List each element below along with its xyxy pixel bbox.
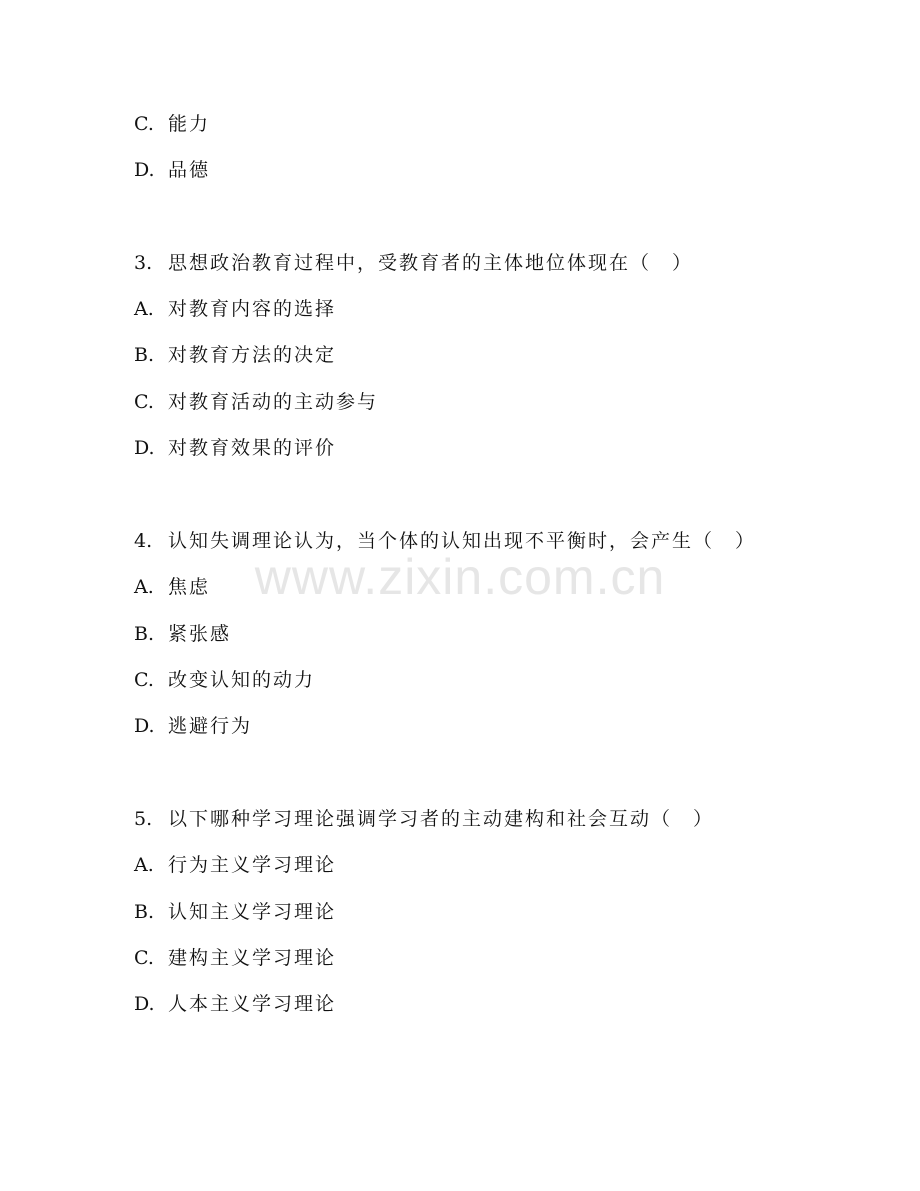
option-marker: D. — [134, 993, 155, 1015]
option-text: 紧张感 — [168, 623, 232, 645]
option-marker: B. — [134, 344, 155, 366]
option-text: 认知主义学习理论 — [168, 901, 337, 923]
option-marker: D. — [134, 437, 155, 459]
option-marker: A. — [134, 854, 154, 876]
option-text: 改变认知的动力 — [168, 669, 316, 691]
question-number: 5. — [134, 808, 153, 830]
question-text: 认知失调理论认为，当个体的认知出现不平衡时，会产生（ ） — [168, 530, 757, 552]
watermark: www.zixin.com.cn — [254, 549, 666, 605]
option-d-prev[interactable] — [134, 158, 210, 182]
option-text: 能力 — [168, 113, 211, 135]
question-3-option-d[interactable] — [134, 436, 336, 460]
question-number: 4. — [134, 530, 153, 552]
question-5-option-c[interactable] — [134, 946, 336, 970]
option-text: 建构主义学习理论 — [168, 947, 337, 969]
question-5-option-a[interactable] — [134, 853, 336, 877]
question-4-stem — [134, 529, 756, 553]
option-marker: C. — [134, 669, 154, 691]
option-text: 逃避行为 — [168, 715, 253, 737]
option-text: 行为主义学习理论 — [168, 854, 337, 876]
option-text: 人本主义学习理论 — [168, 993, 337, 1015]
option-text: 对教育方法的决定 — [168, 344, 337, 366]
option-text: 对教育活动的主动参与 — [168, 391, 379, 413]
option-marker: C. — [134, 947, 154, 969]
question-5-option-b[interactable] — [134, 900, 336, 924]
option-marker: C. — [134, 113, 154, 135]
option-text: 对教育效果的评价 — [168, 437, 337, 459]
question-3-option-c[interactable] — [134, 390, 378, 414]
question-4-option-a[interactable] — [134, 575, 210, 599]
question-number: 3. — [134, 252, 153, 274]
option-c-prev[interactable] — [134, 112, 210, 136]
question-4-option-d[interactable] — [134, 714, 252, 738]
option-marker: C. — [134, 391, 154, 413]
question-text: 思想政治教育过程中，受教育者的主体地位体现在（ ） — [168, 252, 694, 274]
option-marker: D. — [134, 159, 155, 181]
option-text: 品德 — [168, 159, 211, 181]
option-marker: A. — [134, 576, 154, 598]
question-3-option-a[interactable] — [134, 297, 336, 321]
option-marker: A. — [134, 298, 154, 320]
option-marker: B. — [134, 901, 155, 923]
question-4-option-b[interactable] — [134, 622, 231, 646]
question-5-option-d[interactable] — [134, 992, 336, 1016]
option-text: 对教育内容的选择 — [168, 298, 337, 320]
option-marker: D. — [134, 715, 155, 737]
question-text: 以下哪种学习理论强调学习者的主动建构和社会互动（ ） — [168, 808, 715, 830]
question-4-option-c[interactable] — [134, 668, 315, 692]
question-3-stem — [134, 251, 693, 275]
question-3-option-b[interactable] — [134, 343, 336, 367]
option-text: 焦虑 — [168, 576, 211, 598]
option-marker: B. — [134, 623, 155, 645]
question-5-stem — [134, 807, 714, 831]
